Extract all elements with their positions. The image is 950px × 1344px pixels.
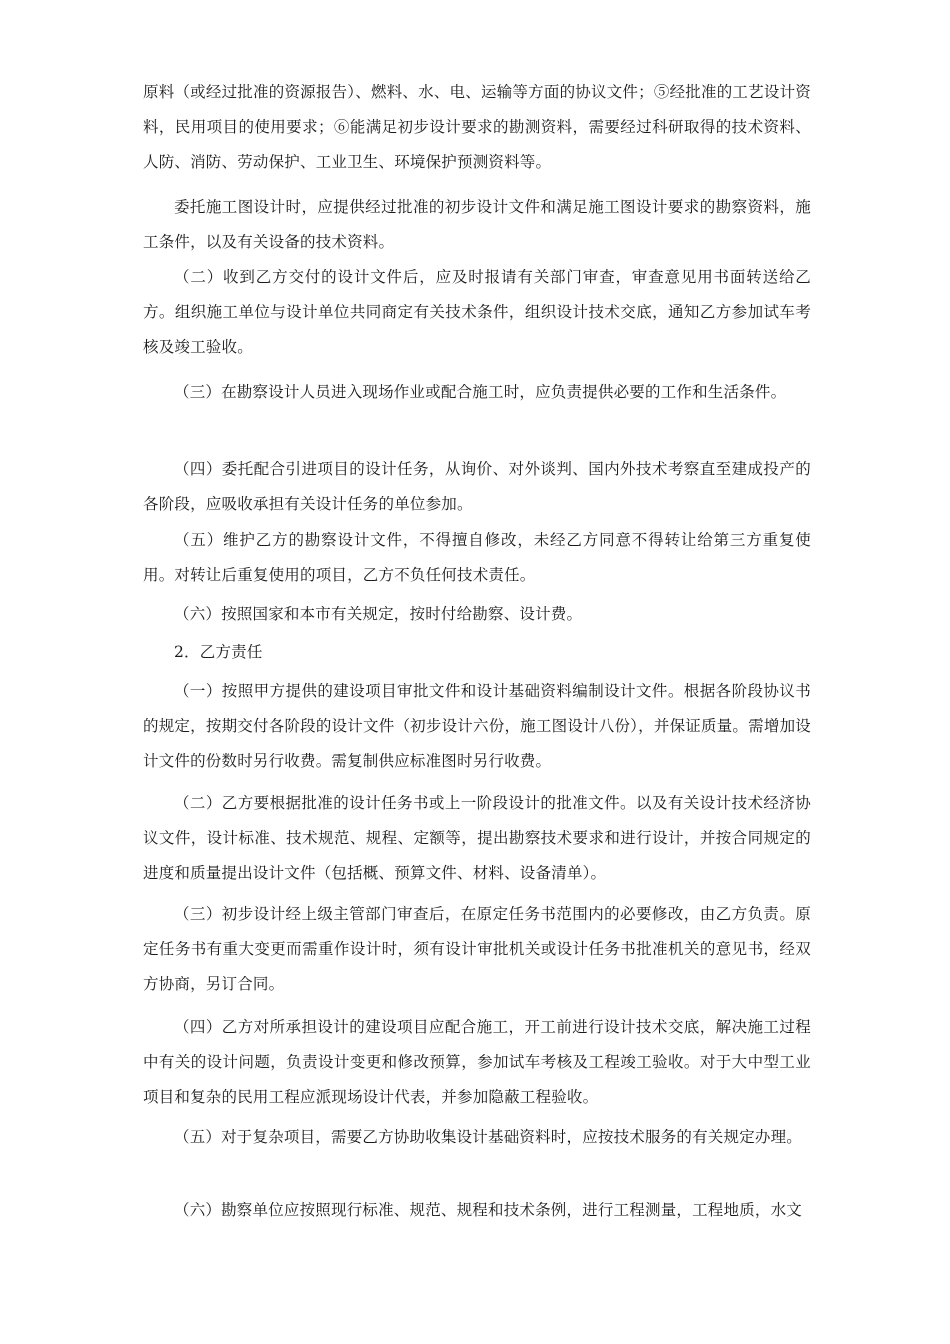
paragraph-party-b-item-6: （六）勘察单位应按照现行标准、规范、规程和技术条例，进行工程测量，工程地质，水文 — [174, 1201, 803, 1219]
paragraph-party-b-item-1: （一）按照甲方提供的建设项目审批文件和设计基础资料编制设计文件。根据各阶段协议书的规定，按期交付各阶段的设计文件（初步设计六份，施工图设计八份），并保证质量。需增加设计文件的份数时另行收费。需复制供应标准图时另行收费。 — [143, 682, 811, 770]
paragraph-party-a-item-2: （二）收到乙方交付的设计文件后，应及时报请有关部门审查，审查意见用书面转送给乙方。组织施工单位与设计单位共同商定有关技术条件，组织设计技术交底，通知乙方参加试车考核及竣工验收。 — [143, 268, 811, 356]
section-heading-party-b-responsibility: 2．乙方责任 — [174, 643, 263, 661]
paragraph-party-a-item-3: （三）在勘察设计人员进入现场作业或配合施工时，应负责提供必要的工作和生活条件。 — [174, 383, 787, 401]
paragraph-party-a-item-5: （五）维护乙方的勘察设计文件，不得擅自修改，未经乙方同意不得转让给第三方重复使用。对转让后重复使用的项目，乙方不负任何技术责任。 — [143, 531, 811, 584]
paragraph-party-a-item-4: （四）委托配合引进项目的设计任务，从询价、对外谈判、国内外技术考察直至建成投产的各阶段，应吸收承担有关设计任务的单位参加。 — [143, 460, 811, 513]
paragraph-party-b-item-5: （五）对于复杂项目，需要乙方协助收集设计基础资料时，应按技术服务的有关规定办理。 — [174, 1128, 803, 1146]
paragraph-construction-drawing-commission: 委托施工图设计时，应提供经过批准的初步设计文件和满足施工图设计要求的勘察资料，施工条件，以及有关设备的技术资料。 — [143, 198, 811, 251]
paragraph-party-b-item-3: （三）初步设计经上级主管部门审查后，在原定任务书范围内的必要修改，由乙方负责。原定任务书有重大变更而需重作设计时，须有设计审批机关或设计任务书批准机关的意见书，经双方协商，另订合同。 — [143, 905, 811, 993]
paragraph-party-b-item-4: （四）乙方对所承担设计的建设项目应配合施工，开工前进行设计技术交底，解决施工过程中有关的设计问题，负责设计变更和修改预算，参加试车考核及工程竣工验收。对于大中型工业项目和复杂的民用工程应派现场设计代表，并参加隐蔽工程验收。 — [143, 1018, 811, 1106]
paragraph-party-b-item-2: （二）乙方要根据批准的设计任务书或上一阶段设计的批准文件。以及有关设计技术经济协议文件，设计标准、技术规范、规程、定额等，提出勘察技术要求和进行设计，并按合同规定的进度和质量提出设计文件（包括概、预算文件、材料、设备清单）。 — [143, 794, 811, 882]
paragraph-party-a-item-6: （六）按照国家和本市有关规定，按时付给勘察、设计费。 — [174, 605, 583, 623]
paragraph-materials-continued: 原料（或经过批准的资源报告）、燃料、水、电、运输等方面的协议文件；⑤经批准的工艺设计资料，民用项目的使用要求；⑥能满足初步设计要求的勘测资料，需要经过科研取得的技术资料、人防、消防、劳动保护、工业卫生、环境保护预测资料等。 — [143, 83, 811, 171]
